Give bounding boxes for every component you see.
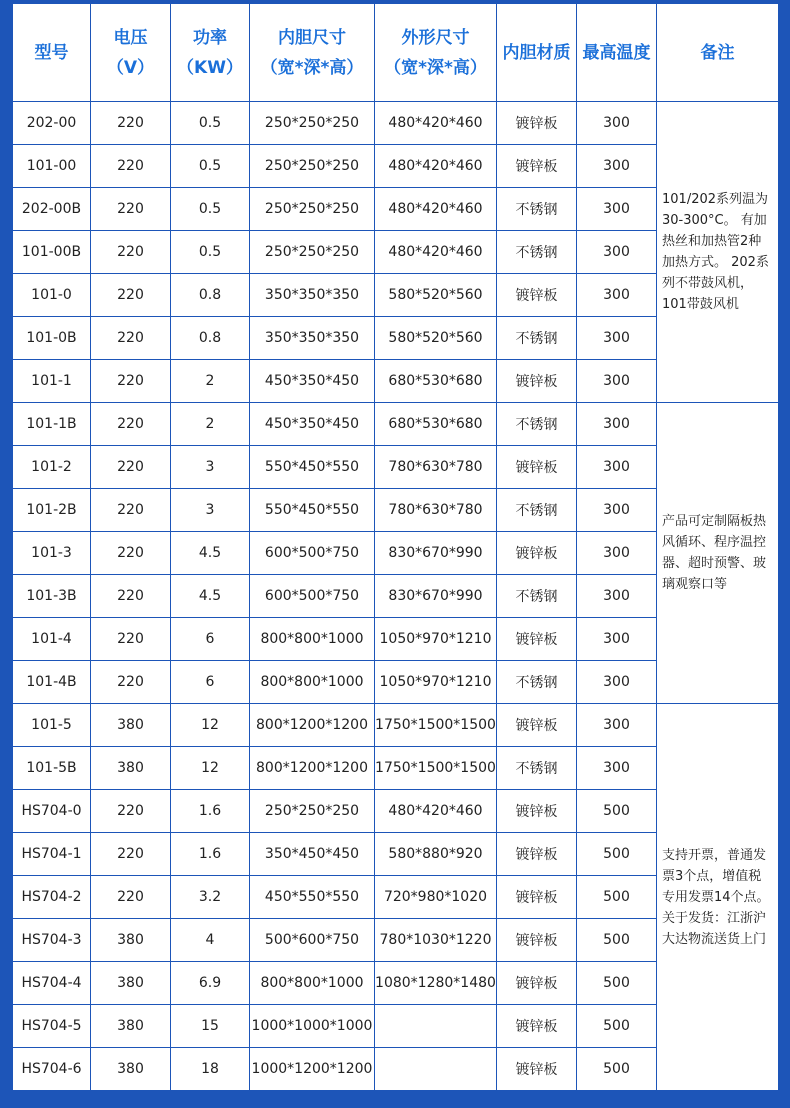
cell-power: 1.6 [171, 790, 250, 833]
cell-voltage: 220 [91, 274, 171, 317]
cell-inner-size: 800*1200*1200 [250, 704, 375, 747]
cell-voltage: 380 [91, 919, 171, 962]
cell-max-temp: 300 [577, 274, 657, 317]
cell-material: 镀锌板 [497, 1005, 577, 1048]
cell-inner-size: 450*350*450 [250, 360, 375, 403]
cell-voltage: 220 [91, 876, 171, 919]
header-material [497, 4, 577, 102]
cell-inner-size: 800*800*1000 [250, 661, 375, 704]
cell-outer-size: 1750*1500*1500 [375, 704, 497, 747]
cell-voltage: 220 [91, 360, 171, 403]
cell-outer-size: 780*630*780 [375, 489, 497, 532]
cell-power: 1.6 [171, 833, 250, 876]
cell-inner-size: 250*250*250 [250, 188, 375, 231]
cell-max-temp: 300 [577, 446, 657, 489]
cell-voltage: 220 [91, 661, 171, 704]
cell-outer-size: 580*520*560 [375, 317, 497, 360]
header-row [13, 4, 779, 102]
header-inner-size-label: 内胆尺寸 [278, 27, 346, 48]
cell-inner-size: 1000*1000*1000 [250, 1005, 375, 1048]
cell-power: 6.9 [171, 962, 250, 1005]
header-power [171, 4, 250, 102]
cell-power: 4.5 [171, 575, 250, 618]
header-model [13, 4, 91, 102]
cell-material: 镀锌板 [497, 274, 577, 317]
cell-material: 镀锌板 [497, 704, 577, 747]
cell-model: 101-0 [13, 274, 91, 317]
cell-outer-size: 580*520*560 [375, 274, 497, 317]
cell-outer-size: 780*630*780 [375, 446, 497, 489]
cell-inner-size: 800*1200*1200 [250, 747, 375, 790]
cell-power: 0.8 [171, 317, 250, 360]
cell-max-temp: 500 [577, 833, 657, 876]
cell-model: 101-0B [13, 317, 91, 360]
cell-note: 支持开票，普通发票3个点，增值税专用发票14个点。关于发货：江浙沪大达物流送货上门 [657, 704, 779, 1091]
cell-material: 镀锌板 [497, 919, 577, 962]
cell-inner-size: 450*550*550 [250, 876, 375, 919]
cell-material: 镀锌板 [497, 532, 577, 575]
cell-voltage: 220 [91, 188, 171, 231]
cell-outer-size: 480*420*460 [375, 102, 497, 145]
cell-model: 101-5B [13, 747, 91, 790]
cell-model: HS704-6 [13, 1048, 91, 1091]
cell-power: 2 [171, 360, 250, 403]
header-outer-size-unit: （宽*深*高） [384, 57, 487, 78]
cell-outer-size: 480*420*460 [375, 231, 497, 274]
header-model-label: 型号 [34, 42, 69, 63]
cell-voltage: 380 [91, 962, 171, 1005]
cell-material: 镀锌板 [497, 360, 577, 403]
header-material-label: 内胆材质 [502, 42, 571, 63]
cell-outer-size: 480*420*460 [375, 790, 497, 833]
cell-max-temp: 300 [577, 618, 657, 661]
cell-max-temp: 300 [577, 145, 657, 188]
cell-voltage: 220 [91, 145, 171, 188]
cell-max-temp: 500 [577, 790, 657, 833]
cell-inner-size: 1000*1200*1200 [250, 1048, 375, 1091]
cell-max-temp: 300 [577, 317, 657, 360]
cell-max-temp: 300 [577, 532, 657, 575]
cell-material: 不锈钢 [497, 747, 577, 790]
cell-voltage: 220 [91, 489, 171, 532]
cell-outer-size: 480*420*460 [375, 188, 497, 231]
cell-power: 6 [171, 661, 250, 704]
cell-inner-size: 600*500*750 [250, 532, 375, 575]
cell-power: 0.5 [171, 188, 250, 231]
cell-model: 101-5 [13, 704, 91, 747]
cell-voltage: 220 [91, 833, 171, 876]
header-max-temp-label: 最高温度 [582, 42, 651, 63]
cell-material: 不锈钢 [497, 317, 577, 360]
cell-max-temp: 300 [577, 360, 657, 403]
cell-outer-size: 1050*970*1210 [375, 618, 497, 661]
cell-material: 镀锌板 [497, 618, 577, 661]
cell-material: 镀锌板 [497, 1048, 577, 1091]
cell-model: 101-3 [13, 532, 91, 575]
cell-voltage: 220 [91, 102, 171, 145]
cell-model: 101-3B [13, 575, 91, 618]
cell-model: HS704-3 [13, 919, 91, 962]
cell-material: 不锈钢 [497, 661, 577, 704]
cell-model: HS704-1 [13, 833, 91, 876]
cell-material: 镀锌板 [497, 962, 577, 1005]
cell-model: 101-00 [13, 145, 91, 188]
cell-material: 不锈钢 [497, 403, 577, 446]
cell-outer-size: 480*420*460 [375, 145, 497, 188]
table-row [13, 403, 779, 446]
cell-max-temp: 300 [577, 231, 657, 274]
cell-inner-size: 250*250*250 [250, 231, 375, 274]
cell-voltage: 220 [91, 317, 171, 360]
cell-power: 12 [171, 704, 250, 747]
cell-power: 0.5 [171, 145, 250, 188]
cell-power: 12 [171, 747, 250, 790]
cell-power: 3.2 [171, 876, 250, 919]
cell-inner-size: 250*250*250 [250, 102, 375, 145]
cell-model: HS704-4 [13, 962, 91, 1005]
header-inner-size-unit: （宽*深*高） [260, 57, 364, 78]
cell-max-temp: 500 [577, 1005, 657, 1048]
cell-max-temp: 300 [577, 489, 657, 532]
cell-material: 镀锌板 [497, 102, 577, 145]
header-inner-size [250, 4, 375, 102]
cell-outer-size: 830*670*990 [375, 532, 497, 575]
cell-note: 101/202系列温为30-300°C。 有加热丝和加热管2种加热方式。 202系列不带鼓风机，101带鼓风机 [657, 102, 779, 403]
cell-model: 101-4B [13, 661, 91, 704]
cell-voltage: 380 [91, 1048, 171, 1091]
header-notes [657, 4, 779, 102]
cell-material: 不锈钢 [497, 188, 577, 231]
header-power-label: 功率 [193, 27, 227, 48]
cell-model: 101-1 [13, 360, 91, 403]
cell-max-temp: 300 [577, 747, 657, 790]
cell-model: 101-2 [13, 446, 91, 489]
cell-inner-size: 550*450*550 [250, 446, 375, 489]
cell-inner-size: 350*350*350 [250, 274, 375, 317]
cell-max-temp: 300 [577, 661, 657, 704]
header-voltage [91, 4, 171, 102]
cell-note: 产品可定制隔板热风循环、程序温控器、超时预警、玻璃观察口等 [657, 403, 779, 704]
table-body [13, 102, 779, 1091]
cell-inner-size: 800*800*1000 [250, 618, 375, 661]
cell-outer-size: 580*880*920 [375, 833, 497, 876]
table-header [13, 4, 779, 102]
cell-outer-size: 1050*970*1210 [375, 661, 497, 704]
cell-voltage: 220 [91, 618, 171, 661]
cell-inner-size: 350*450*450 [250, 833, 375, 876]
cell-outer-size [375, 1005, 497, 1048]
cell-outer-size: 680*530*680 [375, 403, 497, 446]
cell-max-temp: 300 [577, 575, 657, 618]
cell-power: 0.5 [171, 231, 250, 274]
cell-model: HS704-5 [13, 1005, 91, 1048]
cell-power: 6 [171, 618, 250, 661]
table-row [13, 102, 779, 145]
header-outer-size [375, 4, 497, 102]
cell-power: 0.8 [171, 274, 250, 317]
cell-model: HS704-2 [13, 876, 91, 919]
cell-power: 3 [171, 446, 250, 489]
cell-voltage: 220 [91, 446, 171, 489]
cell-voltage: 220 [91, 532, 171, 575]
cell-outer-size [375, 1048, 497, 1091]
cell-voltage: 220 [91, 790, 171, 833]
cell-material: 镀锌板 [497, 145, 577, 188]
cell-voltage: 380 [91, 704, 171, 747]
cell-max-temp: 300 [577, 102, 657, 145]
header-voltage-unit: （V） [106, 57, 155, 78]
cell-max-temp: 500 [577, 1048, 657, 1091]
cell-max-temp: 300 [577, 704, 657, 747]
cell-outer-size: 720*980*1020 [375, 876, 497, 919]
cell-outer-size: 1750*1500*1500 [375, 747, 497, 790]
cell-voltage: 220 [91, 403, 171, 446]
cell-model: 101-4 [13, 618, 91, 661]
cell-inner-size: 250*250*250 [250, 145, 375, 188]
cell-outer-size: 1080*1280*1480 [375, 962, 497, 1005]
cell-model: 202-00 [13, 102, 91, 145]
table-row [13, 704, 779, 747]
cell-material: 镀锌板 [497, 790, 577, 833]
cell-model: HS704-0 [13, 790, 91, 833]
spec-table [12, 3, 779, 1091]
cell-model: 202-00B [13, 188, 91, 231]
cell-max-temp: 500 [577, 876, 657, 919]
header-outer-size-label: 外形尺寸 [401, 27, 470, 48]
header-voltage-label: 电压 [113, 27, 148, 48]
cell-material: 镀锌板 [497, 446, 577, 489]
cell-max-temp: 300 [577, 188, 657, 231]
cell-voltage: 380 [91, 1005, 171, 1048]
cell-material: 镀锌板 [497, 876, 577, 919]
header-max-temp [577, 4, 657, 102]
cell-model: 101-1B [13, 403, 91, 446]
cell-model: 101-00B [13, 231, 91, 274]
cell-inner-size: 500*600*750 [250, 919, 375, 962]
cell-power: 15 [171, 1005, 250, 1048]
cell-max-temp: 500 [577, 962, 657, 1005]
cell-outer-size: 830*670*990 [375, 575, 497, 618]
cell-inner-size: 800*800*1000 [250, 962, 375, 1005]
cell-outer-size: 780*1030*1220 [375, 919, 497, 962]
cell-inner-size: 450*350*450 [250, 403, 375, 446]
cell-inner-size: 250*250*250 [250, 790, 375, 833]
cell-power: 4.5 [171, 532, 250, 575]
cell-material: 不锈钢 [497, 575, 577, 618]
cell-inner-size: 550*450*550 [250, 489, 375, 532]
cell-material: 镀锌板 [497, 833, 577, 876]
cell-power: 18 [171, 1048, 250, 1091]
cell-voltage: 220 [91, 231, 171, 274]
cell-inner-size: 350*350*350 [250, 317, 375, 360]
cell-voltage: 380 [91, 747, 171, 790]
cell-material: 不锈钢 [497, 489, 577, 532]
cell-power: 0.5 [171, 102, 250, 145]
header-notes-label: 备注 [700, 42, 735, 63]
cell-inner-size: 600*500*750 [250, 575, 375, 618]
cell-power: 2 [171, 403, 250, 446]
cell-power: 4 [171, 919, 250, 962]
cell-material: 不锈钢 [497, 231, 577, 274]
cell-max-temp: 500 [577, 919, 657, 962]
cell-model: 101-2B [13, 489, 91, 532]
header-power-unit: （KW） [177, 57, 243, 78]
cell-power: 3 [171, 489, 250, 532]
cell-voltage: 220 [91, 575, 171, 618]
cell-outer-size: 680*530*680 [375, 360, 497, 403]
cell-max-temp: 300 [577, 403, 657, 446]
